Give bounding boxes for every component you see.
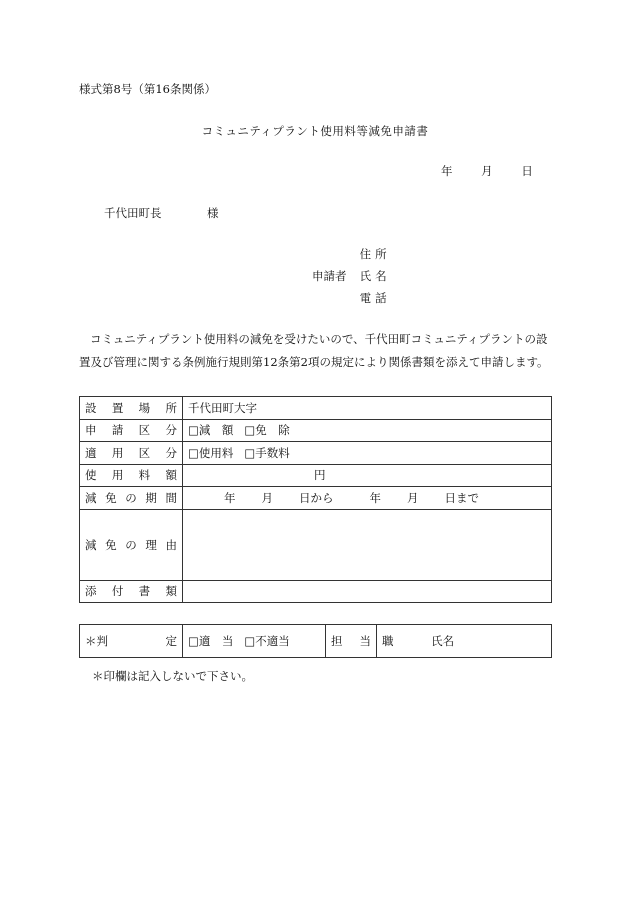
intro-paragraph: コミュニティプラント使用料の減免を受けたいので、千代田町コミュニティプラントの設置及び管理に関する条例施行規則第12条第2項の規定により関係書類を添えて申請します。 bbox=[79, 332, 549, 369]
row-category bbox=[80, 419, 552, 442]
row-scope bbox=[80, 442, 552, 465]
checkbox-appropriate[interactable]: □適 当 bbox=[188, 634, 234, 648]
label-period: 減 免 の 期 間 bbox=[80, 487, 183, 510]
date-year: 年 bbox=[441, 164, 453, 178]
checkbox-exemption[interactable]: □免 除 bbox=[244, 423, 290, 438]
label-person-in-charge: 担 当 bbox=[326, 625, 377, 658]
row-period bbox=[80, 487, 552, 510]
period-to-month: 月 bbox=[407, 490, 419, 505]
value-person-in-charge[interactable] bbox=[377, 625, 552, 658]
applicant-name-label: 氏名 bbox=[359, 269, 391, 283]
label-name: 氏名 bbox=[431, 634, 455, 648]
date-month: 月 bbox=[481, 164, 493, 178]
value-location[interactable]: 千代田町大字 bbox=[183, 397, 552, 420]
recipient-name: 千代田町長 bbox=[104, 206, 162, 220]
application-table bbox=[79, 396, 552, 603]
row-judgement bbox=[80, 625, 552, 658]
value-scope bbox=[183, 442, 552, 465]
applicant-address-row bbox=[312, 246, 391, 262]
applicant-address-label: 住所 bbox=[359, 247, 391, 261]
form-number: 様式第8号（第16条関係） bbox=[79, 82, 216, 96]
checkbox-inappropriate[interactable]: □不適当 bbox=[244, 634, 290, 648]
label-location: 設 置 場 所 bbox=[80, 397, 183, 420]
date-line bbox=[441, 163, 533, 179]
row-amount bbox=[80, 464, 552, 487]
value-amount[interactable] bbox=[183, 464, 552, 487]
value-category bbox=[183, 419, 552, 442]
row-attachments bbox=[80, 580, 552, 603]
period-to-day: 日まで bbox=[444, 490, 479, 505]
label-scope: 適 用 区 分 bbox=[80, 442, 183, 465]
row-location bbox=[80, 397, 552, 420]
value-period[interactable] bbox=[183, 487, 552, 510]
value-reason[interactable] bbox=[183, 509, 552, 580]
label-judgement: ＊判 定 bbox=[80, 625, 183, 658]
applicant-name-row bbox=[312, 268, 391, 284]
footnote: ＊印欄は記入しないで下さい。 bbox=[92, 669, 253, 683]
label-position: 職 bbox=[382, 634, 394, 648]
amount-unit: 円 bbox=[314, 468, 326, 483]
value-judgement bbox=[183, 625, 326, 658]
label-reason: 減 免 の 理 由 bbox=[80, 509, 183, 580]
value-attachments[interactable] bbox=[183, 580, 552, 603]
applicant-phone-row bbox=[312, 290, 391, 306]
checkbox-handling-fee[interactable]: □手数料 bbox=[244, 445, 290, 460]
applicant-role: 申請者 bbox=[312, 269, 347, 283]
label-category: 申 請 区 分 bbox=[80, 419, 183, 442]
row-reason bbox=[80, 509, 552, 580]
checkbox-reduction[interactable]: □減 額 bbox=[188, 423, 234, 438]
recipient-honorific: 様 bbox=[207, 206, 219, 220]
label-attachments: 添 付 書 類 bbox=[80, 580, 183, 603]
period-to-year: 年 bbox=[369, 490, 381, 505]
label-amount: 使 用 料 額 bbox=[80, 464, 183, 487]
date-day: 日 bbox=[521, 164, 533, 178]
period-from-year: 年 bbox=[224, 490, 236, 505]
document-title: コミュニティプラント使用料等減免申請書 bbox=[201, 124, 429, 138]
period-from-month: 月 bbox=[261, 490, 273, 505]
judgement-table bbox=[79, 624, 552, 658]
period-from-day: 日から bbox=[299, 490, 334, 505]
checkbox-usage-fee[interactable]: □使用料 bbox=[188, 445, 234, 460]
applicant-phone-label: 電話 bbox=[359, 291, 391, 305]
